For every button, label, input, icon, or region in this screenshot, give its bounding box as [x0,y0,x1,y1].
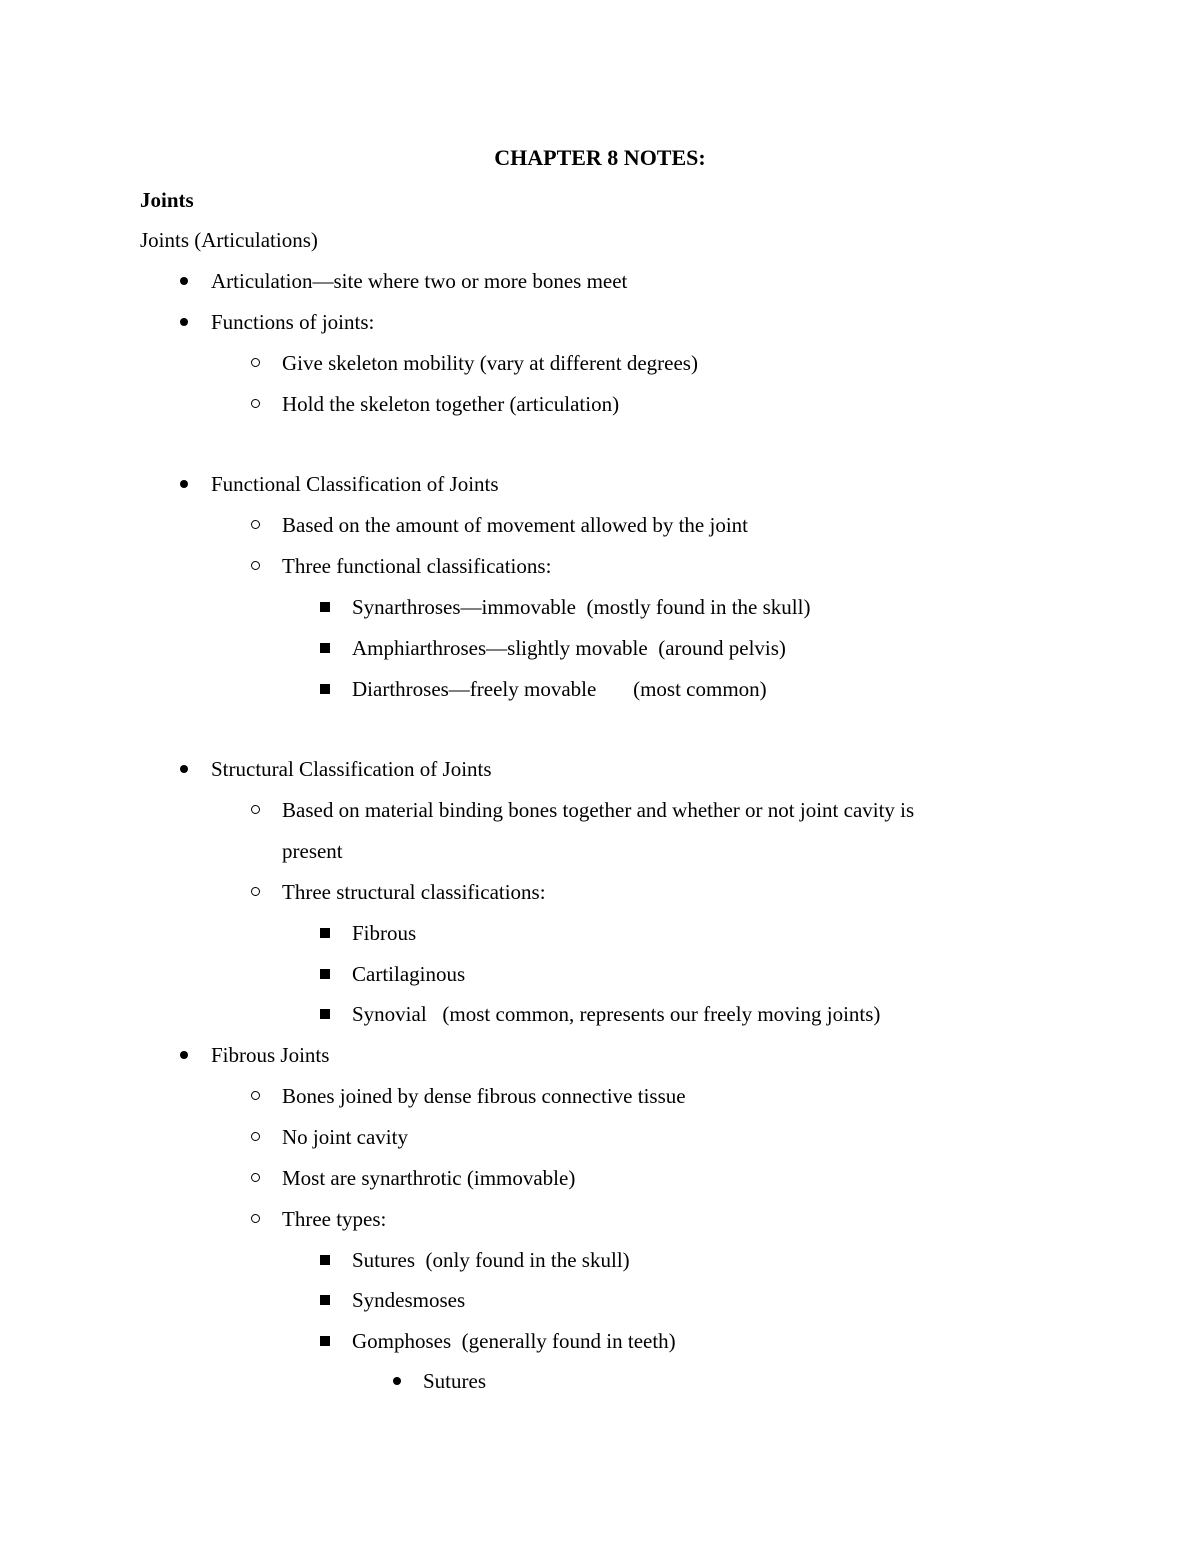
square-bullet-icon [319,1000,339,1028]
list-item: Three types: [282,1207,387,1231]
square-bullet-icon [319,675,339,703]
list-item: Cartilaginous [352,962,466,986]
square-bullet-icon [319,1246,339,1274]
circle-bullet-icon [250,1082,270,1110]
square-bullet-icon [319,919,339,947]
circle-bullet-icon [250,796,270,824]
intro-line: Joints (Articulations) [140,228,318,252]
square-bullet-icon [319,1327,339,1355]
list-item: Syndesmoses [352,1288,466,1312]
circle-bullet-icon [250,1205,270,1233]
circle-bullet-icon [250,390,270,418]
list-item: Bones joined by dense fibrous connective tissue [282,1084,686,1108]
list-item: Diarthroses—freely movable (most common) [352,677,767,701]
list-item: Synovial (most common, represents our freely moving joints) [352,1002,881,1026]
list-item: Give skeleton mobility (vary at different degrees) [282,351,698,375]
list-item: Amphiarthroses—slightly movable (around pelvis) [352,636,786,660]
circle-bullet-icon [250,511,270,539]
list-item: Articulation—site where two or more bones meet [211,269,628,293]
disc-bullet-icon [178,1041,198,1069]
disc-bullet-icon [391,1367,411,1395]
list-item: Gomphoses (generally found in teeth) [352,1329,676,1353]
list-item: Fibrous [352,921,417,945]
circle-bullet-icon [250,1123,270,1151]
disc-bullet-icon [178,470,198,498]
page-title: CHAPTER 8 NOTES: [494,145,706,170]
section-heading: Joints [140,188,194,212]
square-bullet-icon [319,1286,339,1314]
list-item: Three structural classifications: [282,880,546,904]
disc-bullet-icon [178,308,198,336]
list-item-continuation: present [282,839,343,863]
list-item: Sutures [423,1369,486,1393]
list-item: Most are synarthrotic (immovable) [282,1166,576,1190]
list-item: Hold the skeleton together (articulation) [282,392,620,416]
list-item: No joint cavity [282,1125,408,1149]
list-item: Based on the amount of movement allowed by the joint [282,513,748,537]
list-item: Three functional classifications: [282,554,552,578]
circle-bullet-icon [250,349,270,377]
disc-bullet-icon [178,755,198,783]
list-item: Functional Classification of Joints [211,472,499,496]
list-item: Structural Classification of Joints [211,757,492,781]
list-item: Based on material binding bones together and whether or not joint cavity is [282,798,915,822]
list-item: Fibrous Joints [211,1043,330,1067]
list-item: Sutures (only found in the skull) [352,1248,630,1272]
circle-bullet-icon [250,1164,270,1192]
list-item: Synarthroses—immovable (mostly found in the skull) [352,595,811,619]
list-item: Functions of joints: [211,310,375,334]
square-bullet-icon [319,634,339,662]
square-bullet-icon [319,960,339,988]
circle-bullet-icon [250,878,270,906]
square-bullet-icon [319,593,339,621]
disc-bullet-icon [178,267,198,295]
circle-bullet-icon [250,552,270,580]
